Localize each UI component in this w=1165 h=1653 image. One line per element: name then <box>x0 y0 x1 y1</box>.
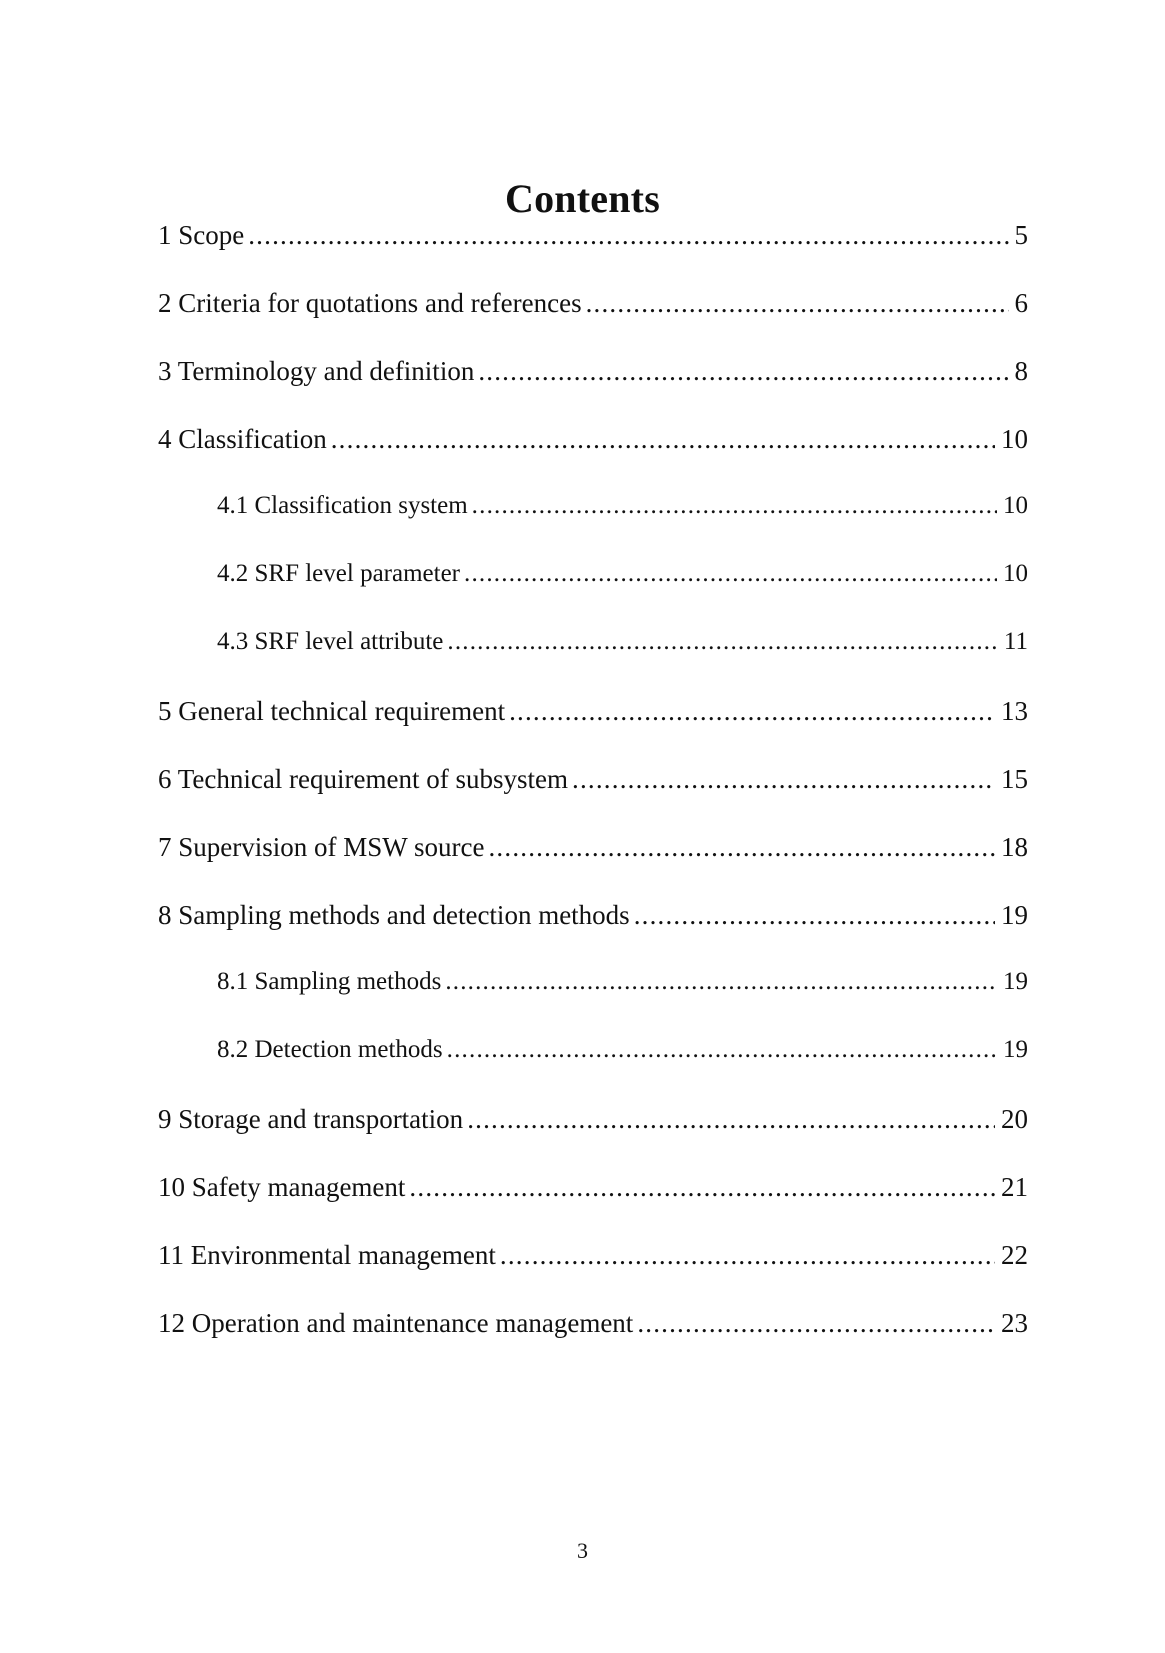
toc-entry-page: 6 <box>1014 288 1028 318</box>
toc-entry-page: 21 <box>1001 1172 1028 1202</box>
toc-entry-page: 15 <box>1001 764 1028 794</box>
toc-entry-label: 8 Sampling methods and detection methods <box>158 900 630 930</box>
page-number: 3 <box>577 1538 588 1563</box>
toc-entry-page: 5 <box>1014 220 1028 250</box>
toc-dot-leader <box>331 424 995 455</box>
toc-entry-page: 19 <box>1001 900 1028 930</box>
toc-entry-7-supervision-of-msw-source[interactable] <box>158 832 1028 900</box>
toc-dot-leader <box>586 288 1009 319</box>
toc-entry-12-operation-and-maintenance-management[interactable] <box>158 1308 1028 1376</box>
toc-dot-leader <box>637 1308 995 1339</box>
toc-entry-label: 2 Criteria for quotations and references <box>158 288 582 318</box>
toc-entry-1-scope[interactable] <box>158 220 1028 288</box>
toc-entry-11-environmental-management[interactable] <box>158 1240 1028 1308</box>
table-of-contents <box>158 220 1028 1376</box>
toc-dot-leader <box>478 356 1008 387</box>
toc-entry-label: 1 Scope <box>158 220 245 250</box>
toc-dot-leader <box>634 900 995 931</box>
toc-entry-page: 10 <box>1003 560 1028 587</box>
toc-entry-4-3-srf-level-attribute[interactable] <box>158 628 1028 696</box>
toc-entry-6-technical-requirement-of-subsystem[interactable] <box>158 764 1028 832</box>
toc-dot-leader <box>467 1104 995 1135</box>
toc-entry-label: 4.2 SRF level parameter <box>217 560 460 587</box>
toc-entry-4-1-classification-system[interactable] <box>158 492 1028 560</box>
toc-entry-label: 3 Terminology and definition <box>158 356 475 386</box>
toc-entry-4-2-srf-level-parameter[interactable] <box>158 560 1028 628</box>
toc-entry-label: 12 Operation and maintenance management <box>158 1308 634 1338</box>
toc-entry-page: 13 <box>1001 696 1028 726</box>
toc-entry-label: 8.1 Sampling methods <box>217 968 442 995</box>
toc-entry-label: 4 Classification <box>158 424 327 454</box>
toc-entry-page: 10 <box>1003 492 1028 519</box>
toc-entry-3-terminology[interactable] <box>158 356 1028 424</box>
toc-entry-page: 22 <box>1001 1240 1028 1270</box>
toc-dot-leader <box>572 764 995 795</box>
toc-entry-label: 4.3 SRF level attribute <box>217 628 444 655</box>
toc-entry-label: 6 Technical requirement of subsystem <box>158 764 568 794</box>
toc-entry-label: 9 Storage and transportation <box>158 1104 464 1134</box>
toc-entry-5-general-technical-requirement[interactable] <box>158 696 1028 764</box>
toc-entry-label: 8.2 Detection methods <box>217 1036 443 1063</box>
toc-entry-page: 8 <box>1014 356 1028 386</box>
toc-entry-label: 5 General technical requirement <box>158 696 506 726</box>
toc-entry-8-sampling-and-detection-methods[interactable] <box>158 900 1028 968</box>
toc-entry-4-classification[interactable] <box>158 424 1028 492</box>
toc-dot-leader <box>409 1172 995 1203</box>
toc-dot-leader <box>447 1036 997 1064</box>
toc-dot-leader <box>445 968 997 996</box>
toc-dot-leader <box>500 1240 995 1271</box>
toc-entry-page: 11 <box>1003 628 1028 655</box>
toc-entry-label: 7 Supervision of MSW source <box>158 832 485 862</box>
toc-entry-label: 4.1 Classification system <box>217 492 468 519</box>
toc-entry-9-storage-and-transportation[interactable] <box>158 1104 1028 1172</box>
toc-entry-10-safety-management[interactable] <box>158 1172 1028 1240</box>
toc-entry-8-2-detection-methods[interactable] <box>158 1036 1028 1104</box>
toc-dot-leader <box>472 492 997 520</box>
toc-entry-page: 23 <box>1001 1308 1028 1338</box>
toc-entry-page: 20 <box>1001 1104 1028 1134</box>
toc-dot-leader <box>248 220 1008 251</box>
toc-entry-page: 10 <box>1001 424 1028 454</box>
toc-dot-leader <box>509 696 995 727</box>
toc-entry-label: 11 Environmental management <box>158 1240 496 1270</box>
toc-entry-page: 19 <box>1003 1036 1028 1063</box>
toc-entry-2-criteria[interactable] <box>158 288 1028 356</box>
toc-entry-page: 19 <box>1003 968 1028 995</box>
toc-entry-page: 18 <box>1001 832 1028 862</box>
toc-dot-leader <box>488 832 995 863</box>
toc-dot-leader <box>447 628 998 656</box>
toc-entry-label: 10 Safety management <box>158 1172 406 1202</box>
toc-entry-8-1-sampling-methods[interactable] <box>158 968 1028 1036</box>
page-title: Contents <box>505 175 660 221</box>
toc-dot-leader <box>464 560 997 588</box>
